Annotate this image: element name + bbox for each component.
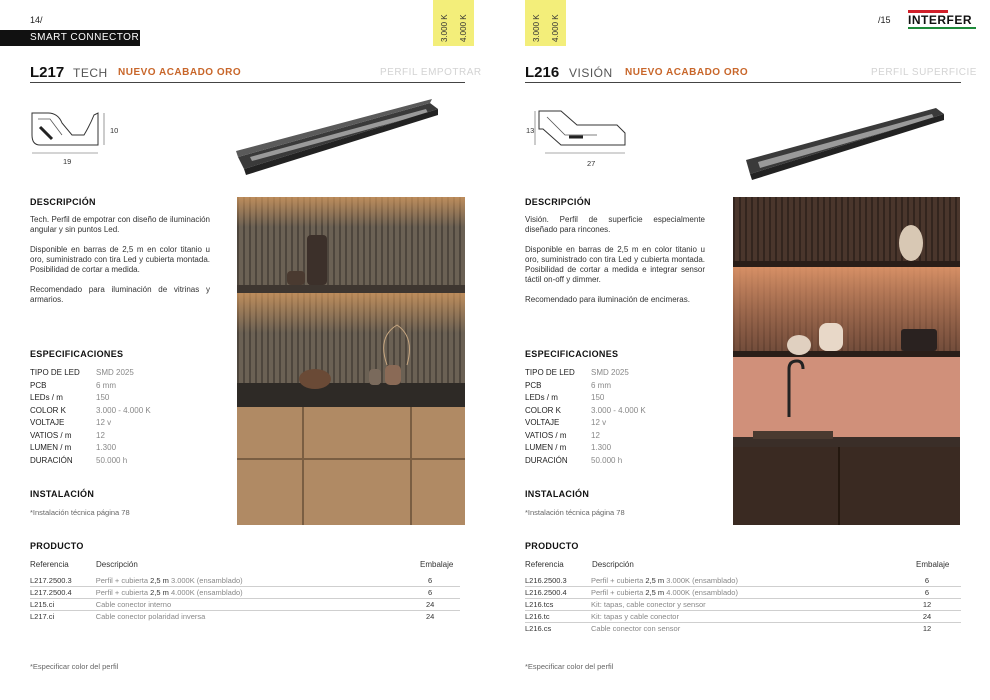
dim-width: 27: [587, 159, 596, 168]
spec-row: COLOR K 3.000 - 4.000 K: [525, 405, 646, 415]
spec-row: TIPO DE LED SMD 2025: [30, 368, 134, 377]
accent-label: NUEVO ACABADO ORO: [625, 67, 749, 78]
col-ref-header: Referencia: [30, 560, 69, 569]
description-heading: DESCRIPCIÓN: [525, 197, 591, 207]
specs-list: [525, 367, 725, 467]
spec-row: PCB 6 mm: [525, 380, 611, 390]
spec-row: PCB 6 mm: [30, 380, 116, 390]
left-page-number: 14/: [30, 15, 43, 25]
profile-bar-render: [740, 100, 950, 185]
brand-logo: INTERFER: [908, 10, 976, 29]
spec-row: COLOR K 3.000 - 4.000 K: [30, 405, 151, 415]
spec-row: LUMEN / m 1.300: [30, 443, 117, 452]
spec-row: TIPO DE LED SMD 2025: [525, 368, 629, 377]
spec-row: VATIOS / m 12: [30, 430, 105, 440]
footnote: *Especificar color del perfil: [525, 662, 614, 671]
kelvin-bar-4000-right: 4.000 K: [544, 0, 566, 46]
table-row: L216.cs Cable conector con sensor 12: [525, 624, 932, 633]
table-row: L215.ci Cable conector interno 24: [30, 599, 460, 611]
table-row: L217.2500.3 Perfil + cubierta 2,5 m 3.000K (ensamblado) 6: [30, 575, 460, 587]
spec-row: LEDs / m 150: [30, 393, 110, 402]
col-desc-header: Descripción: [592, 560, 634, 569]
spec-row: LUMEN / m 1.300: [525, 443, 612, 452]
title-rule: [30, 82, 465, 83]
description-heading: DESCRIPCIÓN: [30, 197, 96, 207]
product-code: L217: [30, 64, 65, 81]
profile-type-label: PERFIL SUPERFICIE: [871, 67, 977, 78]
install-heading: INSTALACIÓN: [525, 489, 590, 499]
specs-heading: ESPECIFICACIONES: [525, 349, 619, 359]
install-note: *Instalación técnica página 78: [30, 508, 130, 517]
table-row: L216.tcs Kit: tapas, cable conector y sensor 12: [525, 599, 961, 611]
dim-height: 13: [526, 126, 535, 135]
dim-width: 19: [63, 157, 72, 166]
product-code: L216: [525, 64, 560, 81]
product-name: VISIÓN: [569, 66, 613, 80]
spec-row: VOLTAJE 12 v: [30, 418, 112, 427]
kitchen-photo: [237, 197, 465, 525]
dim-height: 10: [110, 126, 119, 135]
install-heading: INSTALACIÓN: [30, 489, 95, 499]
description-text: Tech. Perfil de empotrar con diseño de iluminación angular y sin puntos Led. Disponible en barras de 2,5 m en color titanio u oro, suministrado con tira Led y cubierta montada. Posibilidad de cortar a medida. Recomendado para iluminación de vitrinas y armarios.: [30, 215, 210, 304]
profile-section-drawing: [525, 105, 635, 167]
col-emb-header: Embalaje: [916, 560, 950, 569]
spec-row: LEDs / m 150: [525, 393, 605, 402]
description-text: Visión. Perfil de superficie especialmente diseñado para rincones. Disponible en barras de 2,5 m en color titanio u oro, suministrado con tira Led y cubierta montada. Posibilidad de cortar a medida e integrar sensor táctil on-off y dimmer. Recomendado para iluminación de encimeras.: [525, 215, 705, 304]
col-desc-header: Descripción: [96, 560, 138, 569]
profile-section-drawing: [28, 105, 128, 167]
install-note: *Instalación técnica página 78: [525, 508, 625, 517]
table-row: L216.tc Kit: tapas y cable conector 24: [525, 611, 961, 623]
profile-type-label: PERFIL EMPOTRAR: [380, 67, 482, 78]
title-rule: [525, 82, 961, 83]
spec-row: DURACIÓN 50.000 h: [30, 455, 128, 465]
section-tag: SMART CONNECTOR: [0, 30, 140, 46]
kelvin-bar-4000-left: 4.000 K: [452, 0, 474, 46]
product-heading: PRODUCTO: [525, 541, 579, 551]
profile-bar-render: [230, 95, 445, 180]
kelvin-bar-3000-left: 3.000 K: [433, 0, 455, 46]
table-row: L216.2500.4 Perfil + cubierta 2,5 m 4.000K (ensamblado) 6: [525, 587, 961, 599]
table-row: L217.2500.4 Perfil + cubierta 2,5 m 4.000K (ensamblado) 6: [30, 587, 460, 599]
table-row: L216.2500.3 Perfil + cubierta 2,5 m 3.000K (ensamblado) 6: [525, 575, 961, 587]
spec-row: VOLTAJE 12 v: [525, 418, 607, 427]
specs-heading: ESPECIFICACIONES: [30, 349, 124, 359]
spec-row: VATIOS / m 12: [525, 430, 600, 440]
spec-row: DURACIÓN 50.000 h: [525, 455, 623, 465]
footnote: *Especificar color del perfil: [30, 662, 119, 671]
product-heading: PRODUCTO: [30, 541, 84, 551]
col-emb-header: Embalaje: [420, 560, 454, 569]
kitchen-photo: [733, 197, 960, 525]
col-ref-header: Referencia: [525, 560, 564, 569]
accent-label: NUEVO ACABADO ORO: [118, 67, 242, 78]
table-row: L217.ci Cable conector polaridad inversa 24: [30, 612, 435, 621]
specs-list: [30, 367, 230, 467]
right-page-number: /15: [878, 15, 891, 25]
kelvin-bar-3000-right: 3.000 K: [525, 0, 547, 46]
product-name: TECH: [73, 66, 108, 80]
